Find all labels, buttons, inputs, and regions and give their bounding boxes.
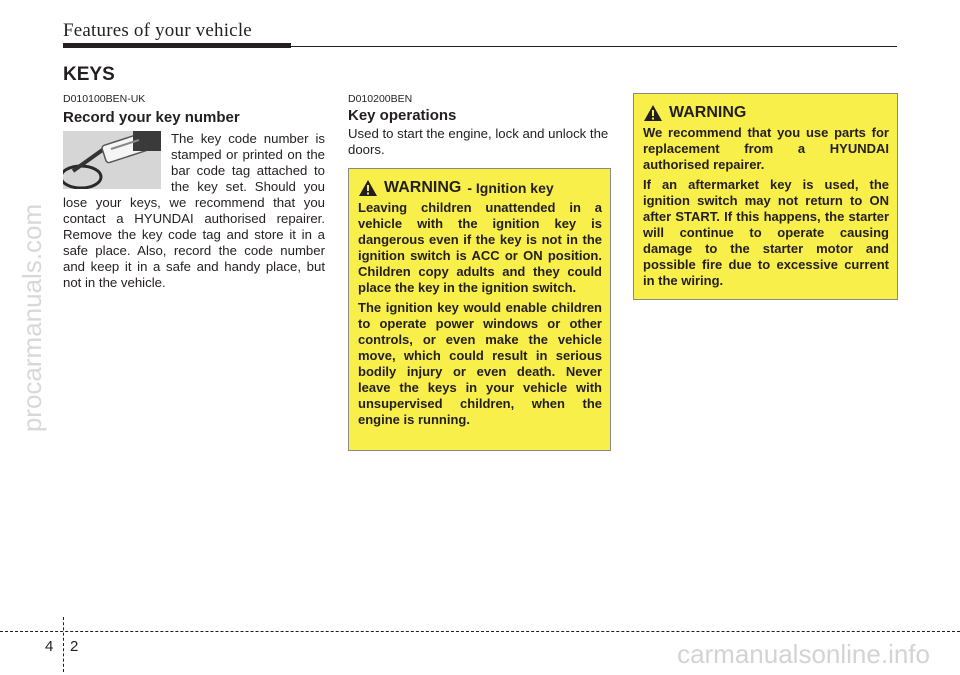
side-watermark: procarmanuals.com	[17, 203, 47, 433]
footer-rule-vertical	[63, 617, 64, 672]
col2-body: Used to start the engine, lock and unlock the doors.	[348, 126, 609, 157]
col1-body-text: The key code number is stamped or printed on the bar code tag attached to the key set. Should you lose your keys, we recommend that you contact a HYUNDAI authorised repairer. Remove the key code tag and store it in a safe place. Also, record the code number and keep it in a safe and handy place, but not in the vehicle.	[63, 131, 325, 290]
bottom-watermark: carmanualsonline.info	[677, 639, 930, 669]
col2-code: D010200BEN	[348, 93, 413, 105]
warning-paragraph-2: If an aftermarket key is used, the ignition switch may not return to ON after START. If this happens, the starter will continue to operate causing damage to the starter motor and possible fire due to excessive current in the wiring.	[643, 177, 889, 288]
col2-heading: Key operations	[348, 107, 457, 124]
warning-heading	[643, 104, 889, 122]
warning-box-aftermarket-key	[633, 93, 898, 300]
col1-code: D010100BEN-UK	[63, 93, 146, 105]
footer-rule-horizontal	[0, 631, 960, 632]
page-number: 2	[70, 638, 79, 655]
col1-heading: Record your key number	[63, 109, 240, 126]
page-header-title: Features of your vehicle	[63, 20, 252, 41]
warning-label: WARNING	[669, 104, 747, 121]
warning-paragraph-2: The ignition key would enable children to operate power windows or other controls, or even make the vehicle move, which could result in serious bodily injury or even death. Never leave the keys in your vehicle with unsupervised children, when the engine is running.	[358, 300, 602, 427]
key-tag-illustration	[63, 131, 161, 189]
warning-paragraph-1: Leaving children unattended in a vehicle with the ignition key is dangerous even if the key is not in the ignition switch is ACC or ON position. Children copy adults and they could place the key in the ignition switch.	[358, 200, 602, 295]
warning-paragraph-1: We recommend that you use parts for replacement from a HYUNDAI authorised repairer.	[643, 125, 889, 172]
col1-body	[63, 131, 325, 291]
section-title: KEYS	[63, 64, 115, 85]
warning-label: WARNING	[384, 179, 462, 196]
header-rule-thin	[291, 46, 897, 47]
warning-heading	[358, 179, 602, 197]
header-rule-thick	[63, 43, 291, 48]
warning-box-ignition-key	[348, 168, 611, 451]
chapter-number: 4	[45, 638, 54, 655]
warning-triangle-icon	[358, 179, 378, 197]
warning-triangle-icon	[643, 104, 663, 122]
key-image	[63, 131, 161, 189]
warning-sublabel: - Ignition key	[467, 180, 554, 196]
